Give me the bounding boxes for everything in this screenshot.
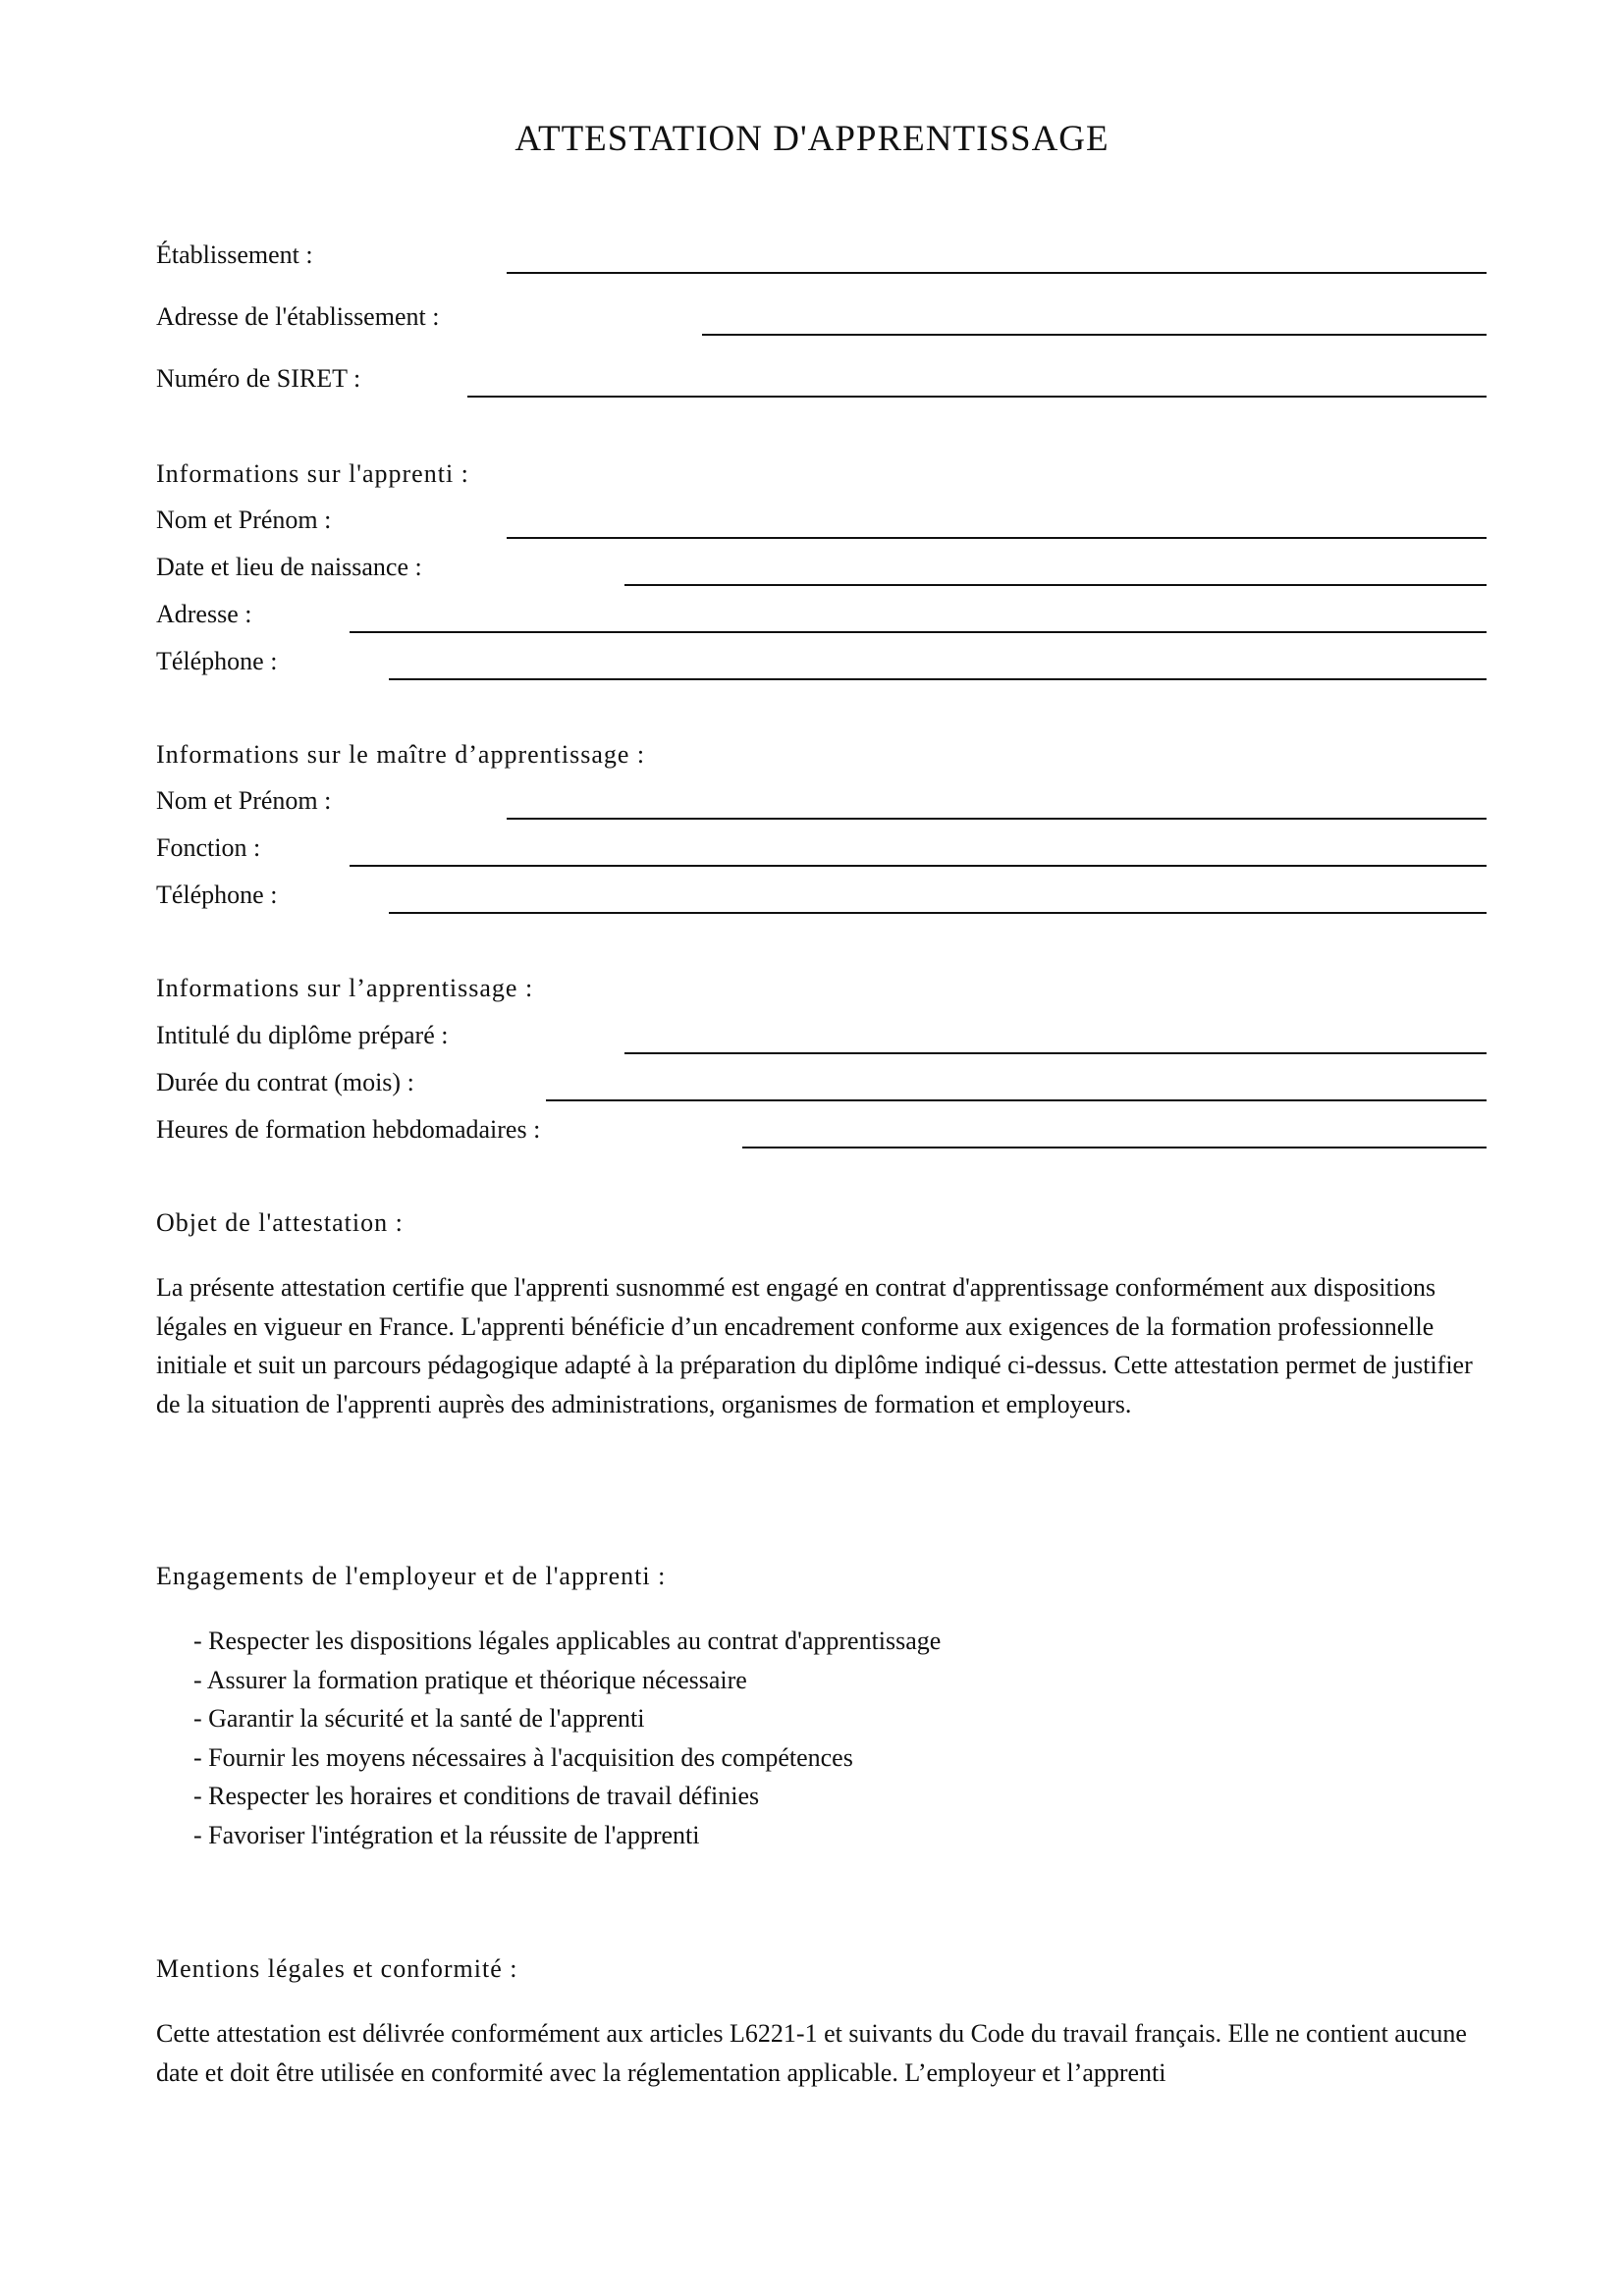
diploma-field xyxy=(156,1020,1624,1059)
legal-paragraph xyxy=(156,2014,1482,2092)
establishment-field xyxy=(156,240,1624,279)
establishment-input-line[interactable] xyxy=(507,272,1487,274)
commitment-item: - Fournir les moyens nécessaires à l'acquisition des compétences xyxy=(193,1742,853,1772)
establishment-address-field xyxy=(156,301,1624,341)
object-section-heading: Objet de l'attestation : xyxy=(156,1208,404,1237)
apprentice-phone-label: Téléphone : xyxy=(156,647,278,675)
master-function-field xyxy=(156,832,1624,872)
master-phone-label: Téléphone : xyxy=(156,881,278,909)
apprentice-name-field xyxy=(156,505,1624,544)
apprentice-birth-field xyxy=(156,552,1624,591)
siret-field xyxy=(156,363,1624,402)
commitment-item: - Garantir la sécurité et la santé de l'apprenti xyxy=(193,1704,645,1733)
duration-input-line[interactable] xyxy=(546,1099,1487,1101)
diploma-input-line[interactable] xyxy=(624,1052,1487,1054)
commitment-item: - Favoriser l'intégration et la réussite de l'apprenti xyxy=(193,1820,700,1849)
master-name-label: Nom et Prénom : xyxy=(156,786,332,815)
object-paragraph xyxy=(156,1268,1482,1423)
document-title: ATTESTATION D'APPRENTISSAGE xyxy=(514,119,1110,159)
object-paragraph-text: La présente attestation certifie que l'apprenti susnommé est engagé en contrat d'apprentissage conformément aux dispositions légales en vigueur en France. L'apprenti bénéficie d’un encadrement conforme aux exigences de la formation professionnelle initiale et suit un parcours pédagogique adapté à la préparation du diplôme indiqué ci-dessus. Cette attestation permet de justifier de la situation de l'apprenti auprès des administrations, organismes de formation et employeurs. xyxy=(156,1273,1473,1418)
master-phone-input-line[interactable] xyxy=(389,912,1487,914)
apprentice-birth-label: Date et lieu de naissance : xyxy=(156,553,422,581)
apprentice-address-label: Adresse : xyxy=(156,600,252,628)
legal-paragraph-text: Cette attestation est délivrée conformément aux articles L6221-1 et suivants du Code du travail français. Elle ne contient aucune date et doit être utilisée en conformité avec la réglementation applicable. L’employeur et l’apprenti xyxy=(156,2019,1467,2087)
establishment-address-input-line[interactable] xyxy=(702,334,1487,336)
master-function-label: Fonction : xyxy=(156,833,261,862)
commitments-section-heading: Engagements de l'employeur et de l'apprenti : xyxy=(156,1562,667,1590)
commitment-item: - Respecter les dispositions légales applicables au contrat d'apprentissage xyxy=(193,1627,942,1655)
apprentice-name-label: Nom et Prénom : xyxy=(156,506,332,534)
apprentice-address-field xyxy=(156,599,1624,638)
apprentice-phone-field xyxy=(156,646,1624,685)
commitment-item: - Assurer la formation pratique et théorique nécessaire xyxy=(193,1665,747,1694)
establishment-label: Établissement : xyxy=(156,240,313,269)
weekly-hours-label: Heures de formation hebdomadaires : xyxy=(156,1115,541,1144)
master-phone-field xyxy=(156,880,1624,919)
diploma-label: Intitulé du diplôme préparé : xyxy=(156,1021,449,1049)
weekly-hours-field xyxy=(156,1114,1624,1153)
siret-input-line[interactable] xyxy=(467,396,1487,398)
commitment-item: - Respecter les horaires et conditions de travail définies xyxy=(193,1782,760,1810)
siret-label: Numéro de SIRET : xyxy=(156,364,361,393)
legal-section-heading: Mentions légales et conformité : xyxy=(156,1954,518,1983)
master-name-input-line[interactable] xyxy=(507,818,1487,820)
apprentice-section-heading: Informations sur l'apprenti : xyxy=(156,459,469,488)
master-section-heading: Informations sur le maître d’apprentissage : xyxy=(156,740,646,769)
master-name-field xyxy=(156,785,1624,825)
apprentice-name-input-line[interactable] xyxy=(507,537,1487,539)
establishment-address-label: Adresse de l'établissement : xyxy=(156,302,440,331)
apprentice-birth-input-line[interactable] xyxy=(624,584,1487,586)
duration-field xyxy=(156,1067,1624,1106)
weekly-hours-input-line[interactable] xyxy=(742,1147,1487,1148)
commitments-list xyxy=(193,1622,941,1854)
apprenticeship-section-heading: Informations sur l’apprentissage : xyxy=(156,974,534,1002)
apprentice-phone-input-line[interactable] xyxy=(389,678,1487,680)
master-function-input-line[interactable] xyxy=(350,865,1487,867)
duration-label: Durée du contrat (mois) : xyxy=(156,1068,414,1096)
apprentice-address-input-line[interactable] xyxy=(350,631,1487,633)
